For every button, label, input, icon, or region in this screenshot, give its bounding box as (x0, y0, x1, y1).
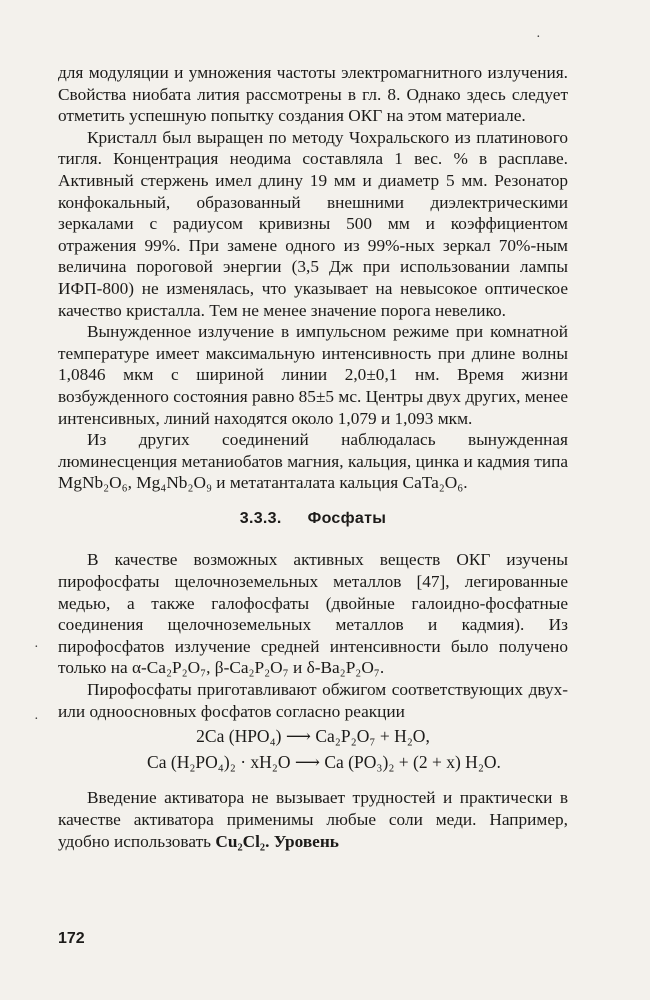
margin-speck-mark: · (34, 712, 39, 727)
paragraph-5: В качестве возможных активных веществ ОКГ изучены пирофосфаты щелочноземельных металлов [47], легированные медью, а также галофосфаты (двойные галоидно-фосфатные соединения щелочноземельных металлов и кадмия). Из пирофосфатов излучение средней интенсивности было получено только на α-Ca₂P₂O₇, β-Ca₂P₂O₇ и δ-Ba₂P₂O₇. (58, 550, 568, 678)
margin-speck-mark: · (536, 30, 541, 45)
section-heading (58, 508, 568, 530)
margin-speck-mark: · (34, 640, 39, 655)
paragraph-3: Вынужденное излучение в импульсном режиме при комнатной температуре имеет максимальную интенсивность при длине волны 1,0846 мкм с шириной линии 2,0±0,1 нм. Время жизни возбужденного состояния равно 85±5 мс. Центры двух других, менее интенсивных, линий находятся около 1,079 и 1,093 мкм. (58, 322, 568, 428)
paragraph-1: для модуляции и умножения частоты электромагнитного излучения. Свойства ниобата лития рассмотрены в гл. 8. Однако здесь следует отметить успешную попытку создания ОКГ на этом материале. (58, 63, 568, 126)
page-body (58, 62, 568, 852)
paragraph-7-text: Введение активатора не вызывает трудностей и практически в качестве активатора применимы любые соли меди. Например, удобно использовать (58, 788, 568, 851)
section-number: 3.3.3. (239, 509, 282, 527)
formula-1: 2Ca (HPO₄) ⟶ Ca₂P₂O₇ + H₂O, (196, 726, 430, 747)
paragraph-4: Из других соединений наблюдалась вынужденная люминесценция метаниобатов магния, кальция, цинка и кадмия типа MgNb₂O₆, Mg₄Nb₂O₉ и метатанталата кальция CaTa₂O₆. (58, 430, 568, 493)
formula-2: Ca (H₂PO₄)₂ · xH₂O ⟶ Ca (PO₃)₂ + (2 + x) H₂O. (147, 751, 501, 772)
paragraph-7-formula: Cu₂Cl₂ (215, 831, 266, 851)
page-number: 172 (58, 930, 85, 947)
paragraph-2: Кристалл был выращен по методу Чохральского из платинового тигля. Концентрация неодима составляла 1 вес. % в расплаве. Активный стержень имел длину 19 мм и диаметр 5 мм. Резонатор конфокальный, образованный внешними диэлектрическими зеркалами с радиусом кривизны 500 мм и коэффициентом отражения 99%. При замене одного из 99%-ных зеркал 70%-ным величина пороговой энергии (3,5 Дж при использовании лампы ИФП-800) не изменялась, что указывает на невысокое оптическое качество кристалла. Тем не менее значение порога невелико. (58, 127, 568, 320)
paragraph-7-tail: . Уровень (265, 831, 339, 851)
paragraph-7 (58, 787, 568, 852)
section-title: Фосфаты (307, 509, 387, 527)
paragraph-6: Пирофосфаты приготавливают обжигом соответствующих двух- или одноосновных фосфатов согласно реакции (58, 680, 568, 721)
